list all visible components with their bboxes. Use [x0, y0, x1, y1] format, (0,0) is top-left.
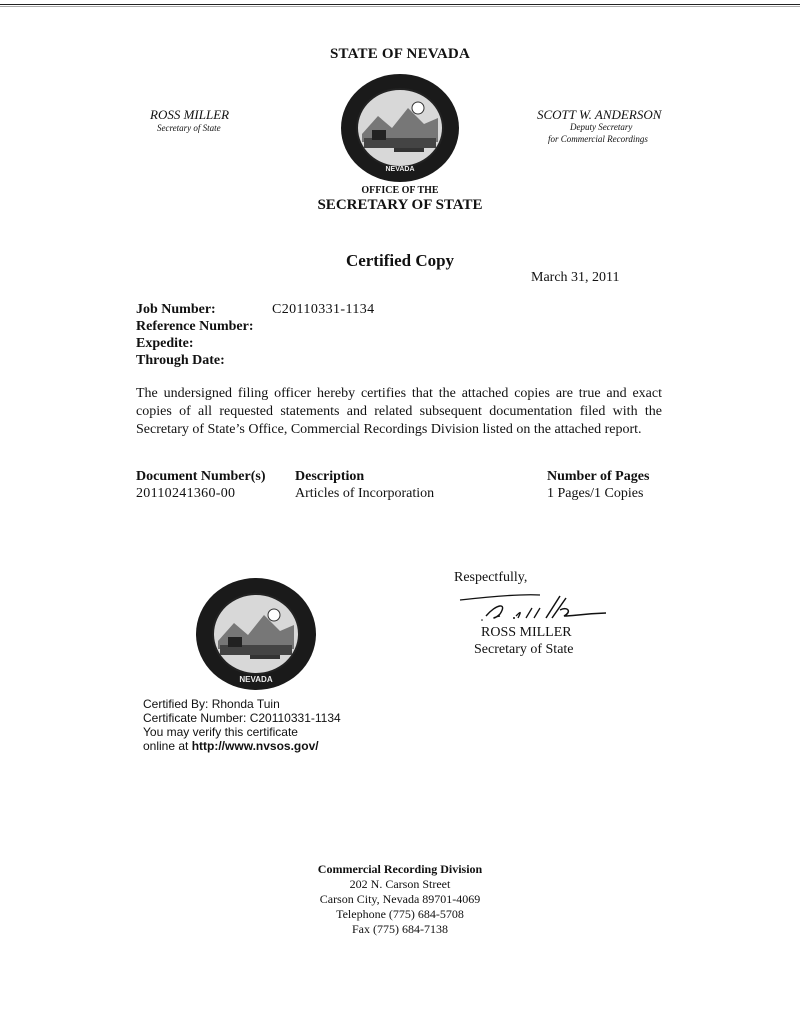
deputy-title-division: for Commercial Recordings: [548, 134, 648, 144]
office-title: SECRETARY OF STATE: [317, 197, 483, 213]
verify-online: [143, 739, 319, 753]
seal-bottom-text: NEVADA: [385, 166, 415, 173]
certified-by: Certified By: Rhonda Tuin: [143, 697, 280, 711]
state-seal-top: [341, 74, 459, 182]
job-number-label: Job Number:: [136, 302, 216, 317]
top-border-line-faint: [0, 6, 800, 7]
deputy-title: Deputy Secretary: [570, 122, 633, 132]
seal-landscape-icon: [214, 595, 298, 673]
signer-title: Secretary of State: [474, 642, 574, 657]
footer-division: Commercial Recording Division: [317, 862, 483, 876]
secretary-title: Secretary of State: [157, 123, 221, 133]
deputy-name: SCOTT W. ANDERSON: [537, 107, 662, 122]
footer-telephone: Telephone (775) 684-5708: [336, 907, 464, 921]
verification-link[interactable]: http://www.nvsos.gov/: [191, 739, 319, 753]
top-border-line: [0, 4, 800, 5]
column-header-description: Description: [295, 469, 365, 484]
pages-cell: 1 Pages/1 Copies: [547, 486, 644, 501]
certificate-title: Certified Copy: [345, 251, 455, 270]
signer-name: ROSS MILLER: [481, 625, 572, 640]
verify-note: You may verify this certificate: [143, 725, 298, 739]
seal-landscape-icon: [358, 90, 442, 166]
certification-statement: The undersigned filing officer hereby certifies that the attached copies are true and exact copies of all requested statements and related subsequent documentation filed with the Secretary of State’s Office, Commercial Recordings Division listed on the attached report.: [136, 386, 662, 437]
handwritten-signature: [456, 592, 616, 626]
document-number-cell: 20110241360-00: [136, 486, 236, 501]
state-heading: STATE OF NEVADA: [330, 46, 470, 62]
office-label: OFFICE OF THE: [361, 185, 439, 196]
column-header-pages: Number of Pages: [547, 469, 650, 484]
certificate-date: March 31, 2011: [531, 270, 620, 285]
verify-online-prefix: online at: [143, 739, 192, 753]
description-cell: Articles of Incorporation: [295, 486, 435, 501]
certificate-number: Certificate Number: C20110331-1134: [143, 711, 341, 725]
secretary-name: ROSS MILLER: [150, 107, 230, 122]
state-seal-bottom: [196, 578, 316, 690]
footer-fax: Fax (775) 684-7138: [352, 922, 448, 936]
through-date-label: Through Date:: [136, 353, 225, 368]
column-header-document-number: Document Number(s): [136, 469, 266, 484]
reference-number-label: Reference Number:: [136, 319, 254, 334]
footer-street: 202 N. Carson Street: [349, 877, 451, 891]
closing-text: Respectfully,: [454, 570, 528, 585]
footer-city: Carson City, Nevada 89701-4069: [319, 892, 481, 906]
job-number-value: C20110331-1134: [272, 302, 375, 317]
seal-bottom-text: NEVADA: [239, 675, 273, 684]
expedite-label: Expedite:: [136, 336, 194, 351]
